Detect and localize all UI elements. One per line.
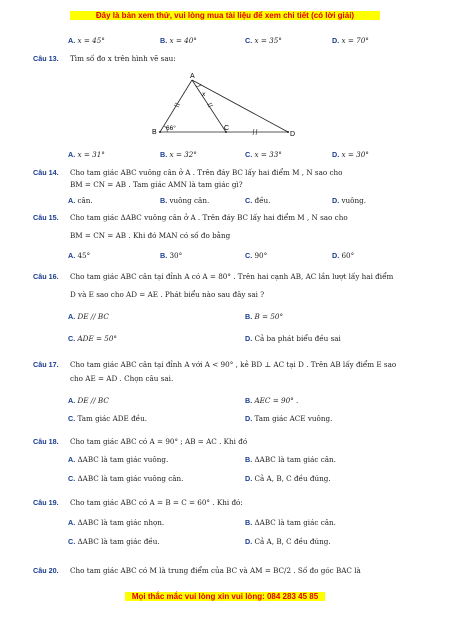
- question-text: cho AE = AD . Chọn câu sai.: [70, 374, 174, 383]
- angle-label: 66°: [166, 125, 176, 132]
- option-a: A. DE // BC: [68, 312, 109, 321]
- option-b: B. x = 40°: [160, 36, 197, 45]
- option-c: C. ADE = 50°: [68, 334, 118, 343]
- vertex-d-label: D: [290, 131, 296, 138]
- vertex-c-label: C: [224, 125, 230, 132]
- question-number: Câu 16.: [33, 272, 59, 281]
- question-number: Câu 14.: [33, 168, 59, 177]
- question-number: Câu 17.: [33, 360, 59, 369]
- option-d: D. x = 70°: [332, 36, 369, 45]
- option-c: C. x = 33°: [245, 150, 282, 159]
- option-a: A. 45°: [68, 251, 91, 260]
- question-number: Câu 15.: [33, 213, 59, 222]
- question-text: Cho tam giác ABC vuông cân ở A . Trên đáy BC lấy hai điểm M , N sao cho: [70, 168, 343, 177]
- option-d: D. Cả A, B, C đều đúng.: [245, 474, 331, 483]
- option-d: D. vuông.: [332, 196, 367, 205]
- vertex-a-label: A: [190, 73, 195, 80]
- question-text: BM = CN = AB . Tam giác AMN là tam giác gì?: [70, 180, 243, 189]
- option-b: B. AEC = 90° .: [245, 396, 299, 405]
- question-text: Cho tam giác ABC có A = 90° ; AB = AC . Khi đó: [70, 437, 248, 446]
- option-a: A. x = 45°: [68, 36, 105, 45]
- option-d: D. Cả ba phát biểu đều sai: [245, 334, 341, 343]
- option-b: B. x = 32°: [160, 150, 197, 159]
- question-text: D và E sao cho AD = AE . Phát biểu nào sau đây sai ?: [70, 290, 265, 299]
- question-number: Câu 20.: [33, 566, 59, 575]
- option-a: A. cân.: [68, 196, 93, 205]
- vertex-b-label: B: [152, 129, 157, 136]
- option-c: C. Tam giác ADE đều.: [68, 414, 148, 423]
- contact-notice: Mọi thắc mắc vui lòng xin vui lòng: 084 283 45 85: [125, 592, 325, 601]
- option-b: B. B = 50°: [245, 312, 284, 321]
- question-number: Câu 19.: [33, 498, 59, 507]
- preview-notice: Đây là bản xem thử, vui lòng mua tài liệu để xem chi tiết (có lời giải): [70, 11, 380, 20]
- question-text: Cho tam giác ABC có A = B = C = 60° . Khi đó:: [70, 498, 243, 507]
- option-b: B. ΔABC là tam giác cân.: [245, 455, 336, 464]
- option-d: D. 60°: [332, 251, 355, 260]
- option-c: C. ΔABC là tam giác đều.: [68, 537, 160, 546]
- option-d: D. x = 30°: [332, 150, 369, 159]
- question-text: Cho tam giác ABC cân tại đỉnh A có A = 80° . Trên hai cạnh AB, AC lần lượt lấy hai điểm: [70, 272, 394, 281]
- question-number: Câu 13.: [33, 54, 59, 63]
- option-d: D. Cả A, B, C đều đúng.: [245, 537, 331, 546]
- option-c: C. 90°: [245, 251, 268, 260]
- option-b: B. vuông cân.: [160, 196, 210, 205]
- triangle-figure: [150, 72, 300, 142]
- option-d: D. Tam giác ACE vuông.: [245, 414, 333, 423]
- option-a: A. ΔABC là tam giác vuông.: [68, 455, 169, 464]
- option-c: C. đều.: [245, 196, 271, 205]
- question-text: BM = CN = AB . Khi đó MAN có số đo bằng: [70, 231, 231, 240]
- x-label: x: [202, 91, 206, 98]
- question-text: Tìm số đo x trên hình vẽ sau:: [70, 54, 176, 63]
- option-a: A. ΔABC là tam giác nhọn.: [68, 518, 165, 527]
- option-c: C. x = 35°: [245, 36, 282, 45]
- question-text: Cho tam giác ABC cân tại đỉnh A với A < 90° , kẻ BD ⊥ AC tại D . Trên AB lấy điểm E sao: [70, 360, 397, 369]
- question-number: Câu 18.: [33, 437, 59, 446]
- option-c: C. ΔABC là tam giác vuông cân.: [68, 474, 184, 483]
- option-b: B. ΔABC là tam giác cân.: [245, 518, 336, 527]
- option-a: A. x = 31°: [68, 150, 105, 159]
- question-text: Cho tam giác ABC có M là trung điểm của BC và AM = BC/2 . Số đo góc BAC là: [70, 566, 361, 575]
- option-b: B. 30°: [160, 251, 183, 260]
- option-a: A. DE // BC: [68, 396, 109, 405]
- question-text: Cho tam giác ΔABC vuông cân ở A . Trên đáy BC lấy hai điểm M , N sao cho: [70, 213, 348, 222]
